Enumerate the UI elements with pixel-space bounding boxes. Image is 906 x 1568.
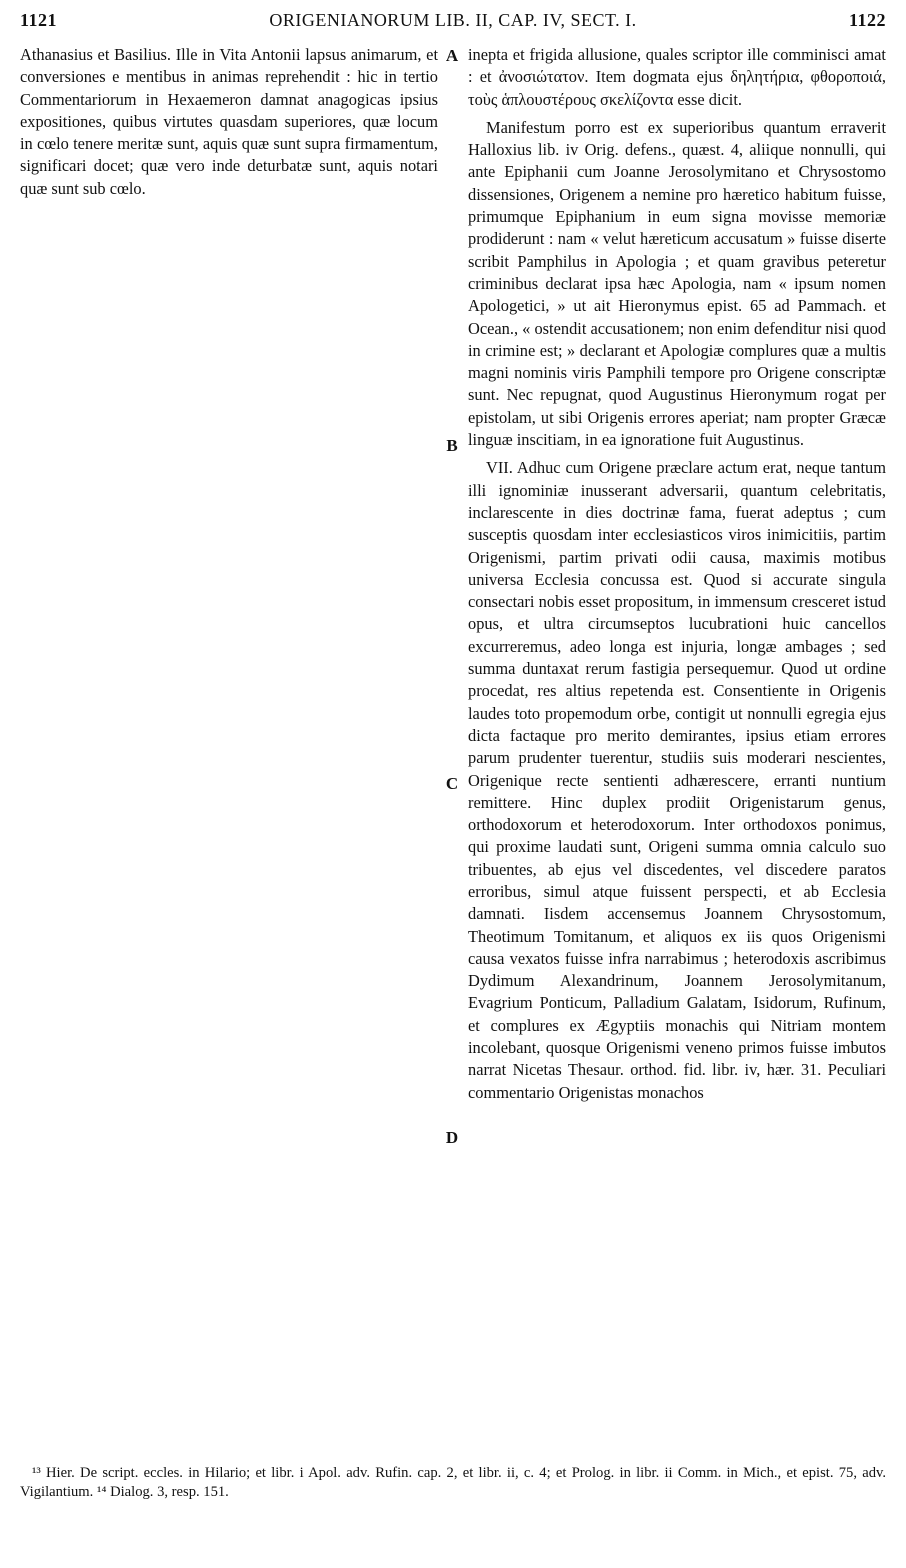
right-column bbox=[468, 44, 886, 1104]
left-paragraph: Athanasius et Basilius. Ille in Vita Antonii lapsus animarum, et conversiones e mentibus in animas reprehendit : hic in tertio Commentariorum in Hexaemeron damnat anagogicas ipsius expositiones, quibus virtutes quasdam superiores, quæ locum in cœlo tenere meritæ sunt, aquis quæ sunt supra firmamentum, significari docet; quæ vero inde deturbatæ sunt, aquis notari quæ sunt sub cœlo. bbox=[20, 45, 438, 198]
page-number-left: 1121 bbox=[20, 10, 58, 30]
footnotes bbox=[20, 1464, 886, 1502]
right-paragraph: inepta et frigida allusione, quales scriptor ille comminisci amat : et ἀνοσιώτατον. Item dogmata ejus δηλητήρια, φθοροποιά, τοὺς ἁπλουστέρους σκελίζοντα esse dicit. bbox=[468, 45, 886, 109]
margin-marker-d: D bbox=[445, 1128, 459, 1147]
page-number-right: 1122 bbox=[848, 10, 886, 30]
page-header bbox=[20, 10, 886, 38]
margin-marker-c: C bbox=[445, 774, 459, 793]
margin-marker-b: B bbox=[446, 436, 458, 455]
footnote: ¹³ Hier. De script. eccles. in Hilario; et libr. i Apol. adv. Rufin. cap. 2, et libr. ii, c. 4; et Prolog. in libr. ii Comm. in Mich., et epist. 75, adv. Vigilantium. ¹⁴ Dialog. 3, resp. 151. bbox=[20, 1465, 886, 1500]
right-paragraph: Manifestum porro est ex superioribus quantum erraverit Halloxius lib. iv Orig. defens., quæst. 4, aliique nonnulli, qui ante Epiphanii cum Joanne Jerosolymitano et Chrysostomo dissensiones, Origenem a nemine pro hæretico habitum fuisse, primumque Epiphanium in eum signa movisse memoriæ prodiderunt : nam « velut hæreticum accusatum » fuisse diserte scribit Pamphilus in Apologia ; et quam gravibus peteretur criminibus declarat ipsa hæc Apologia, nam « ipsum nomen Apologetici, » ut ait Hieronymus epist. 65 ad Pammach. et Ocean., « ostendit accusationem; non enim defenditur nisi quod in crimine est; » declarant et Apologiæ complures quæ a multis magni nominis viris Pamphili tempore pro Origene conscriptæ sunt. Nec repugnat, quod Augustinus Hieronymum rogat per epistolam, ut sibi Origenis errores aperiat; nam propter Græcæ linguæ inscitiam, in ea ignoratione fuit Augustinus. bbox=[468, 117, 886, 450]
running-title: ORIGENIANORUM LIB. II, CAP. IV, SECT. I. bbox=[269, 10, 637, 30]
left-column bbox=[20, 44, 438, 200]
margin-marker-a: A bbox=[445, 46, 459, 65]
right-paragraph: VII. Adhuc cum Origene præclare actum erat, neque tantum illi ignominiæ inusserant adversarii, quantum celebritatis, inclarescente in dies doctrinæ fama, fuerat adeptus ; cum susceptis quosdam inter ecclesiasticos viros inimicitiis, partim Origenismi, partim privati odii causa, maximis motibus universa Ecclesia concussa est. Quod si accurate singula consectari nobis esset propositum, in immensum cresceret istud opus, et ultra circumseptos lucubrationi huic cancellos excurreremus, adeo longa est injuria, longæ ambages ; sed summa duntaxat rerum fastigia persequemur. Quod ut ordine procedat, res altius repetenda est. Consentiente in Origenis laudes toto propemodum orbe, contigit ut nonnulli egregia ejus dicta factaque pro merito demirantes, ipsius etiam errores parum prudenter tuerentur, studiis suis moderari nescientes, Origenique recte sentienti adhærescere, erranti nuntium remittere. Hinc duplex prodiit Origenistarum genus, orthodoxorum et heterodoxorum. Inter orthodoxos ponimus, qui proxime laudati sunt, Origeni summa omnia calculo suo tribuentes, ab ejus vel discedentes, vel discedere paratos erroribus, simul atque fuissent perspecti, et ab Ecclesia damnati. Iisdem accensemus Joannem Chrysostomum, Theotimum Tomitanum, et aliquos ex iis quos Origenismi causa vexatos fuisse infra narrabimus ; heterodoxis ascribimus Dydimum Alexandrinum, Joannem Jerosolymitanum, Evagrium Ponticum, Palladium Galatam, Isidorum, Rufinum, et complures ex Ægyptiis monachis qui Nitriam montem incolebant, quosque Origenismi veneno primos fuisse imbutos narrat Nicetas Thesaur. orthod. fid. libr. iv, hær. 31. Peculiari commentario Origenistas monachos bbox=[468, 458, 886, 1102]
